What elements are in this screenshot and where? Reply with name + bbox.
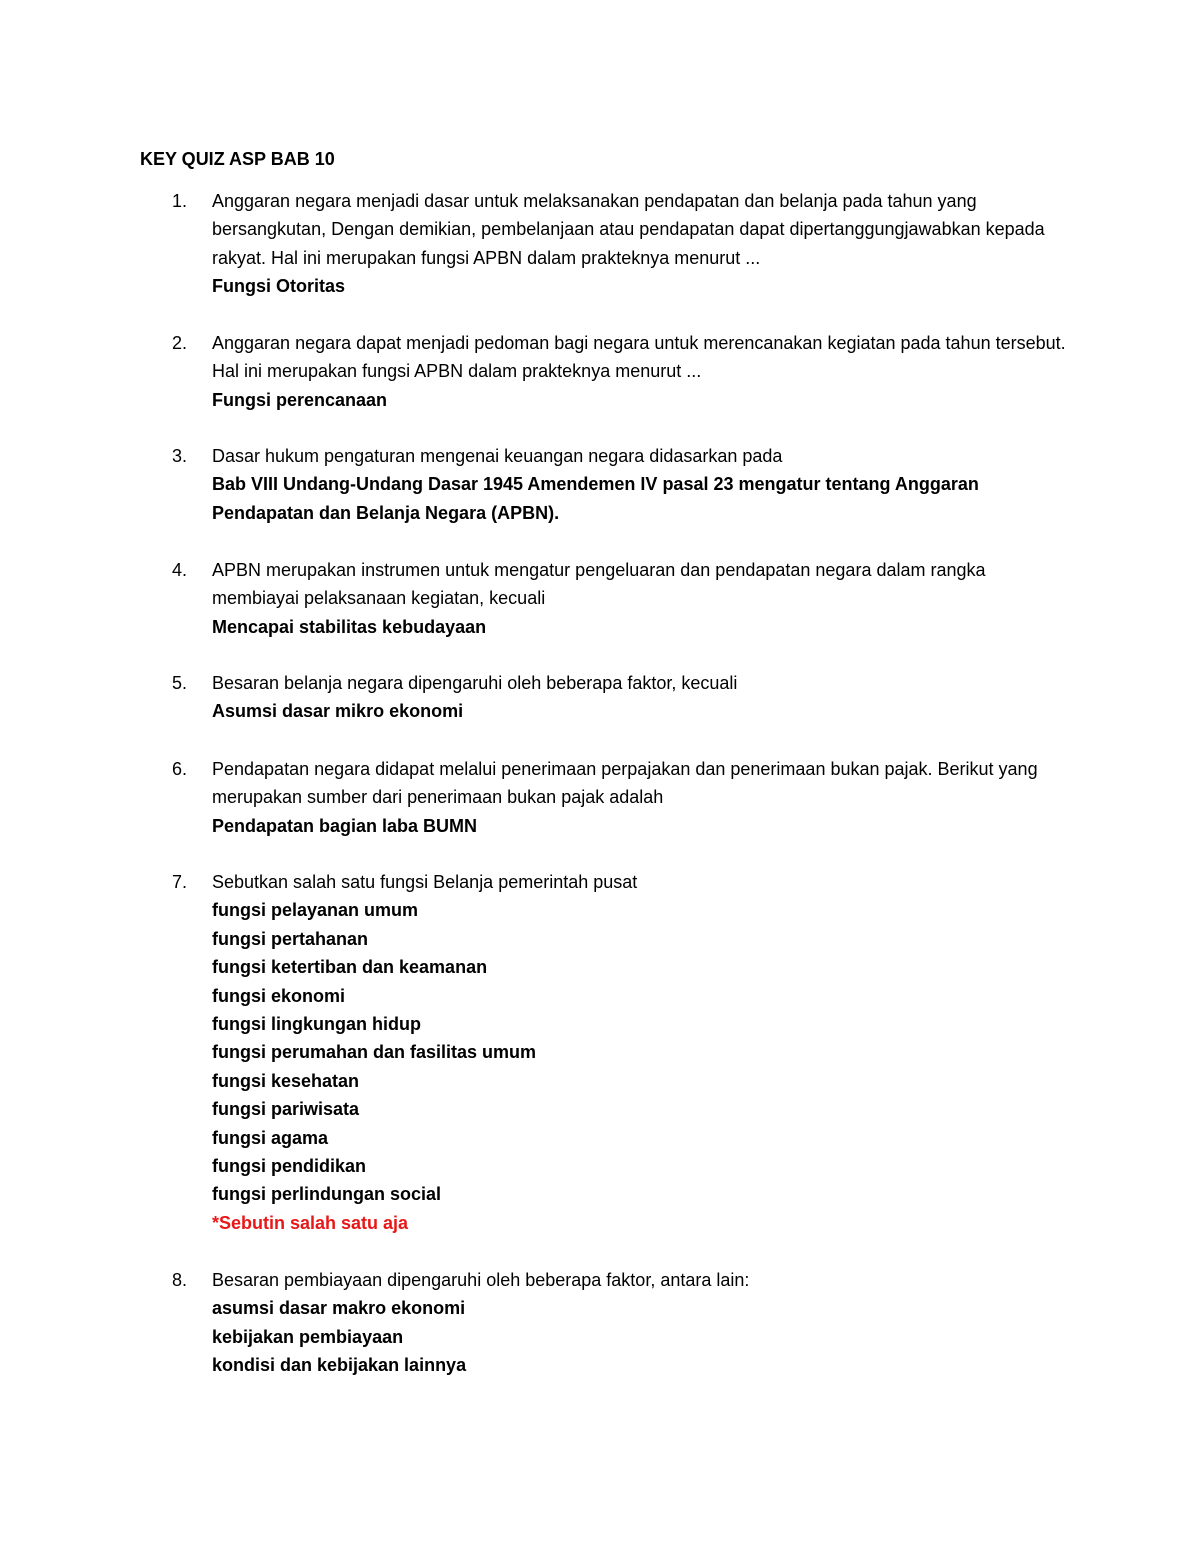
answer-item: fungsi agama (212, 1127, 329, 1148)
answer-text: Asumsi dasar mikro ekonomi (212, 701, 464, 722)
question-number: 3. (172, 446, 188, 466)
question-text: Anggaran negara menjadi dasar untuk melaksanakan pendapatan dan belanja pada tahun yang bersangkutan, Dengan demikian, pembelanjaan atau pendapatan dapat dipertanggungjawabkan kepada rakyat. Hal ini merupakan fungsi APBN dalam prakteknya menurut ... (212, 191, 1045, 268)
question-text: Anggaran negara dapat menjadi pedoman bagi negara untuk merencanakan kegiatan pada tahun tersebut. Hal ini merupakan fungsi APBN dalam prakteknya menurut ... (212, 333, 1066, 382)
answer-text: Pendapatan bagian laba BUMN (212, 815, 478, 836)
question-number: 1. (172, 191, 188, 211)
answer-text: Bab VIII Undang-Undang Dasar 1945 Amendemen IV pasal 23 mengatur tentang Anggaran Pendapatan dan Belanja Negara (APBN). (212, 474, 979, 523)
question-text: Sebutkan salah satu fungsi Belanja pemerintah pusat (212, 872, 638, 892)
question-text: APBN merupakan instrumen untuk mengatur pengeluaran dan pendapatan negara dalam rangka membiayai pelaksanaan kegiatan, kecuali (212, 560, 986, 609)
answer-item: asumsi dasar makro ekonomi (212, 1298, 466, 1319)
question-number: 5. (172, 673, 188, 693)
question-number: 7. (172, 872, 188, 892)
answer-item: fungsi pendidikan (212, 1156, 367, 1177)
answer-item: fungsi ekonomi (212, 985, 346, 1006)
note-text: *Sebutin salah satu aja (212, 1212, 409, 1233)
answer-item: fungsi pertahanan (212, 928, 369, 949)
document-title: KEY QUIZ ASP BAB 10 (140, 149, 335, 169)
question-number: 8. (172, 1270, 188, 1290)
answer-item: fungsi lingkungan hidup (212, 1014, 421, 1035)
answer-text: Fungsi perencanaan (212, 389, 388, 410)
answer-item: fungsi perlindungan social (212, 1184, 442, 1205)
question-text: Dasar hukum pengaturan mengenai keuangan negara didasarkan pada (212, 446, 783, 466)
answer-item: fungsi perumahan dan fasilitas umum (212, 1042, 537, 1063)
answer-text: Fungsi Otoritas (212, 276, 346, 297)
question-text: Pendapatan negara didapat melalui penerimaan perpajakan dan penerimaan bukan pajak. Berikut yang merupakan sumber dari penerimaan bukan pajak adalah (212, 759, 1038, 808)
answer-list (212, 1294, 1072, 1379)
question-number: 6. (172, 759, 188, 779)
answer-item: fungsi kesehatan (212, 1070, 360, 1091)
answer-item: fungsi pelayanan umum (212, 900, 419, 921)
question-number: 2. (172, 333, 188, 353)
answer-list (212, 896, 1072, 1208)
question-number: 4. (172, 560, 188, 580)
answer-item: fungsi pariwisata (212, 1099, 360, 1120)
answer-item: fungsi ketertiban dan keamanan (212, 957, 488, 978)
question-text: Besaran belanja negara dipengaruhi oleh beberapa faktor, kecuali (212, 673, 738, 693)
answer-text: Mencapai stabilitas kebudayaan (212, 616, 487, 637)
question-text: Besaran pembiayaan dipengaruhi oleh beberapa faktor, antara lain: (212, 1270, 750, 1290)
answer-item: kondisi dan kebijakan lainnya (212, 1355, 467, 1376)
answer-item: kebijakan pembiayaan (212, 1326, 404, 1347)
